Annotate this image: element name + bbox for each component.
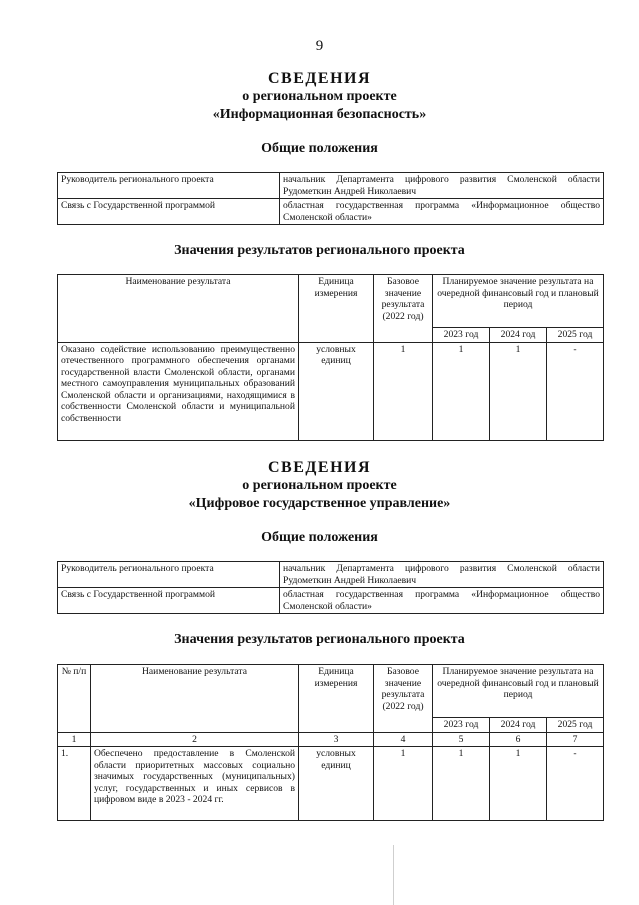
page-number: 9 [315,38,324,54]
header-base-value: Базовое значение результата (2022 год) [374,275,433,343]
table-row [58,199,604,225]
value-2024-cell: 1 [490,342,547,440]
header-planned-value: Планируемое значение результата на очередной финансовый год и плановый период [433,275,604,328]
table-row [58,173,604,199]
header-unit: Единица измерения [299,665,374,733]
header-result-name: Наименование результата [58,275,299,343]
header-year-2023: 2023 год [433,328,490,343]
header-planned-value: Планируемое значение результата на очередной финансовый год и плановый период [433,665,604,718]
results-title: Значения результатов регионального проекта [174,632,465,647]
table-header-row [58,665,604,718]
general-provisions-title: Общие положения [261,141,378,156]
section-heading: СВЕДЕНИЯ [267,70,372,87]
table-row [58,342,604,440]
row-number-cell: 1. [58,747,91,821]
column-number: 2 [91,732,299,747]
unit-cell: условных единиц [299,342,374,440]
value-2023-cell: 1 [433,747,490,821]
header-year-2023: 2023 год [433,718,490,733]
section-subtitle: о региональном проекте [242,478,397,493]
header-result-name: Наименование результата [91,665,299,733]
value-2025-cell: - [547,342,604,440]
header-year-2024: 2024 год [490,328,547,343]
scan-fold-line [393,845,394,905]
results-table [57,664,604,821]
header-year-2025: 2025 год [547,328,604,343]
column-number: 4 [374,732,433,747]
results-table [57,274,604,441]
label-cell: Руководитель регионального проекта [58,562,280,588]
table-row [58,562,604,588]
result-name-cell: Обеспечено предоставление в Смоленской области приоритетных массовых социально значимых государственных (муниципальных) услуг, государственных и иных сервисов в цифровом виде в 2023 - 2024 гг. [91,747,299,821]
header-year-2025: 2025 год [547,718,604,733]
project-name: «Информационная безопасность» [212,107,427,122]
base-value-cell: 1 [374,747,433,821]
column-number: 3 [299,732,374,747]
header-base-value: Базовое значение результата (2022 год) [374,665,433,733]
table-header-row [58,275,604,328]
general-provisions-table [57,172,604,225]
base-value-cell: 1 [374,342,433,440]
column-number: 7 [547,732,604,747]
section-subtitle: о региональном проекте [242,89,397,104]
table-row [58,588,604,614]
column-number-row [58,732,604,747]
header-year-2024: 2024 год [490,718,547,733]
general-provisions-table [57,561,604,614]
section-heading: СВЕДЕНИЯ [267,459,372,476]
result-name-cell: Оказано содействие использованию преимущественно отечественного программного обеспечения органами государственной власти Смоленской области, органами местного самоуправления муниципальных образований Смоленской области и организациями, находящимися в собственности Смоленской области и муниципальной собственности [58,342,299,440]
value-cell: начальник Департамента цифрового развития Смоленской области Рудометкин Андрей Николаевич [280,173,604,199]
column-number: 1 [58,732,91,747]
value-cell: областная государственная программа «Информационное общество Смоленской области» [280,588,604,614]
label-cell: Руководитель регионального проекта [58,173,280,199]
project-name: «Цифровое государственное управление» [188,496,451,511]
value-cell: областная государственная программа «Информационное общество Смоленской области» [280,199,604,225]
table-row [58,747,604,821]
label-cell: Связь с Государственной программой [58,199,280,225]
label-cell: Связь с Государственной программой [58,588,280,614]
general-provisions-title: Общие положения [261,530,378,545]
unit-cell: условных единиц [299,747,374,821]
value-2024-cell: 1 [490,747,547,821]
value-cell: начальник Департамента цифрового развития Смоленской области Рудометкин Андрей Николаевич [280,562,604,588]
column-number: 6 [490,732,547,747]
column-number: 5 [433,732,490,747]
value-2025-cell: - [547,747,604,821]
header-row-number: № п/п [58,665,91,733]
header-unit: Единица измерения [299,275,374,343]
value-2023-cell: 1 [433,342,490,440]
results-title: Значения результатов регионального проекта [174,243,465,258]
